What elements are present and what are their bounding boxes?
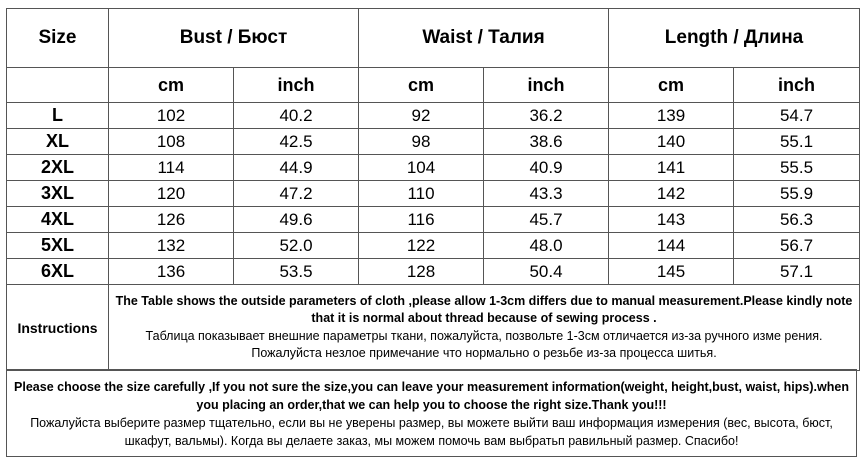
length-inch-cell: 54.7 xyxy=(734,103,860,129)
unit-length-cm: cm xyxy=(609,68,734,103)
note-text-ru: Пожалуйста выберите размер тщательно, если вы не уверены размер, вы можете выйти ваш информация измерения (вес, высота, бюст, шкафут, вальмы). Когда вы делаете заказ, мы можем помочь вам выбратьп равильный размер. Спасибо! xyxy=(30,416,833,448)
table-row xyxy=(7,103,860,129)
length-cm-cell: 141 xyxy=(609,155,734,181)
waist-inch-cell: 50.4 xyxy=(484,259,609,285)
unit-waist-inch: inch xyxy=(484,68,609,103)
instructions-text-ru: Таблица показывает внешние параметры ткани, пожалуйста, позвольте 1-3см отличается из-за ручного изме рения. Пожалуйста незлое примечание что нормально о резьбе из-за процесса шитья. xyxy=(145,328,823,360)
size-cell: L xyxy=(7,103,109,129)
instructions-label: Instructions xyxy=(7,285,109,371)
units-empty-cell xyxy=(7,68,109,103)
table-row xyxy=(7,233,860,259)
units-row xyxy=(7,68,860,103)
waist-cm-cell: 98 xyxy=(359,129,484,155)
instructions-row xyxy=(7,285,860,371)
length-cm-cell: 142 xyxy=(609,181,734,207)
bust-cm-cell: 108 xyxy=(109,129,234,155)
size-chart-table xyxy=(6,8,860,371)
length-cm-cell: 143 xyxy=(609,207,734,233)
bust-cm-cell: 114 xyxy=(109,155,234,181)
length-cm-cell: 139 xyxy=(609,103,734,129)
bust-cm-cell: 132 xyxy=(109,233,234,259)
waist-inch-cell: 43.3 xyxy=(484,181,609,207)
size-cell: 5XL xyxy=(7,233,109,259)
unit-bust-cm: cm xyxy=(109,68,234,103)
size-cell: XL xyxy=(7,129,109,155)
waist-inch-cell: 40.9 xyxy=(484,155,609,181)
table-row xyxy=(7,129,860,155)
size-cell: 6XL xyxy=(7,259,109,285)
length-inch-cell: 57.1 xyxy=(734,259,860,285)
table-row xyxy=(7,207,860,233)
length-inch-cell: 55.1 xyxy=(734,129,860,155)
waist-cm-cell: 122 xyxy=(359,233,484,259)
note-text-en: Please choose the size carefully ,If you not sure the size,you can leave your measurement information(weight, height,bust, waist, hips).when you placing an order,that we can help you to choose the right size.Thank you!!! xyxy=(14,380,849,412)
length-cm-cell: 145 xyxy=(609,259,734,285)
table-row xyxy=(7,155,860,181)
table-row xyxy=(7,181,860,207)
size-selection-note xyxy=(6,369,857,457)
header-row xyxy=(7,9,860,68)
bust-cm-cell: 102 xyxy=(109,103,234,129)
unit-bust-inch: inch xyxy=(234,68,359,103)
length-inch-cell: 56.7 xyxy=(734,233,860,259)
bust-inch-cell: 40.2 xyxy=(234,103,359,129)
bust-cm-cell: 126 xyxy=(109,207,234,233)
waist-inch-cell: 48.0 xyxy=(484,233,609,259)
length-cm-cell: 144 xyxy=(609,233,734,259)
waist-inch-cell: 36.2 xyxy=(484,103,609,129)
length-inch-cell: 56.3 xyxy=(734,207,860,233)
size-cell: 3XL xyxy=(7,181,109,207)
waist-cm-cell: 128 xyxy=(359,259,484,285)
bust-cm-cell: 120 xyxy=(109,181,234,207)
waist-cm-cell: 110 xyxy=(359,181,484,207)
length-cm-cell: 140 xyxy=(609,129,734,155)
table-row xyxy=(7,259,860,285)
bust-inch-cell: 47.2 xyxy=(234,181,359,207)
waist-cm-cell: 104 xyxy=(359,155,484,181)
header-length: Length / Длина xyxy=(609,9,860,68)
length-inch-cell: 55.9 xyxy=(734,181,860,207)
waist-cm-cell: 92 xyxy=(359,103,484,129)
waist-inch-cell: 38.6 xyxy=(484,129,609,155)
header-size: Size xyxy=(7,9,109,68)
unit-length-inch: inch xyxy=(734,68,860,103)
length-inch-cell: 55.5 xyxy=(734,155,860,181)
instructions-text xyxy=(109,285,860,371)
header-bust: Bust / Бюст xyxy=(109,9,359,68)
bust-cm-cell: 136 xyxy=(109,259,234,285)
bust-inch-cell: 49.6 xyxy=(234,207,359,233)
waist-inch-cell: 45.7 xyxy=(484,207,609,233)
bust-inch-cell: 52.0 xyxy=(234,233,359,259)
bust-inch-cell: 42.5 xyxy=(234,129,359,155)
instructions-text-en: The Table shows the outside parameters of cloth ,please allow 1-3cm differs due to manual measurement.Please kindly note that it is normal about thread because of sewing process . xyxy=(115,293,853,325)
header-waist: Waist / Талия xyxy=(359,9,609,68)
waist-cm-cell: 116 xyxy=(359,207,484,233)
bust-inch-cell: 53.5 xyxy=(234,259,359,285)
size-cell: 2XL xyxy=(7,155,109,181)
size-cell: 4XL xyxy=(7,207,109,233)
unit-waist-cm: cm xyxy=(359,68,484,103)
bust-inch-cell: 44.9 xyxy=(234,155,359,181)
